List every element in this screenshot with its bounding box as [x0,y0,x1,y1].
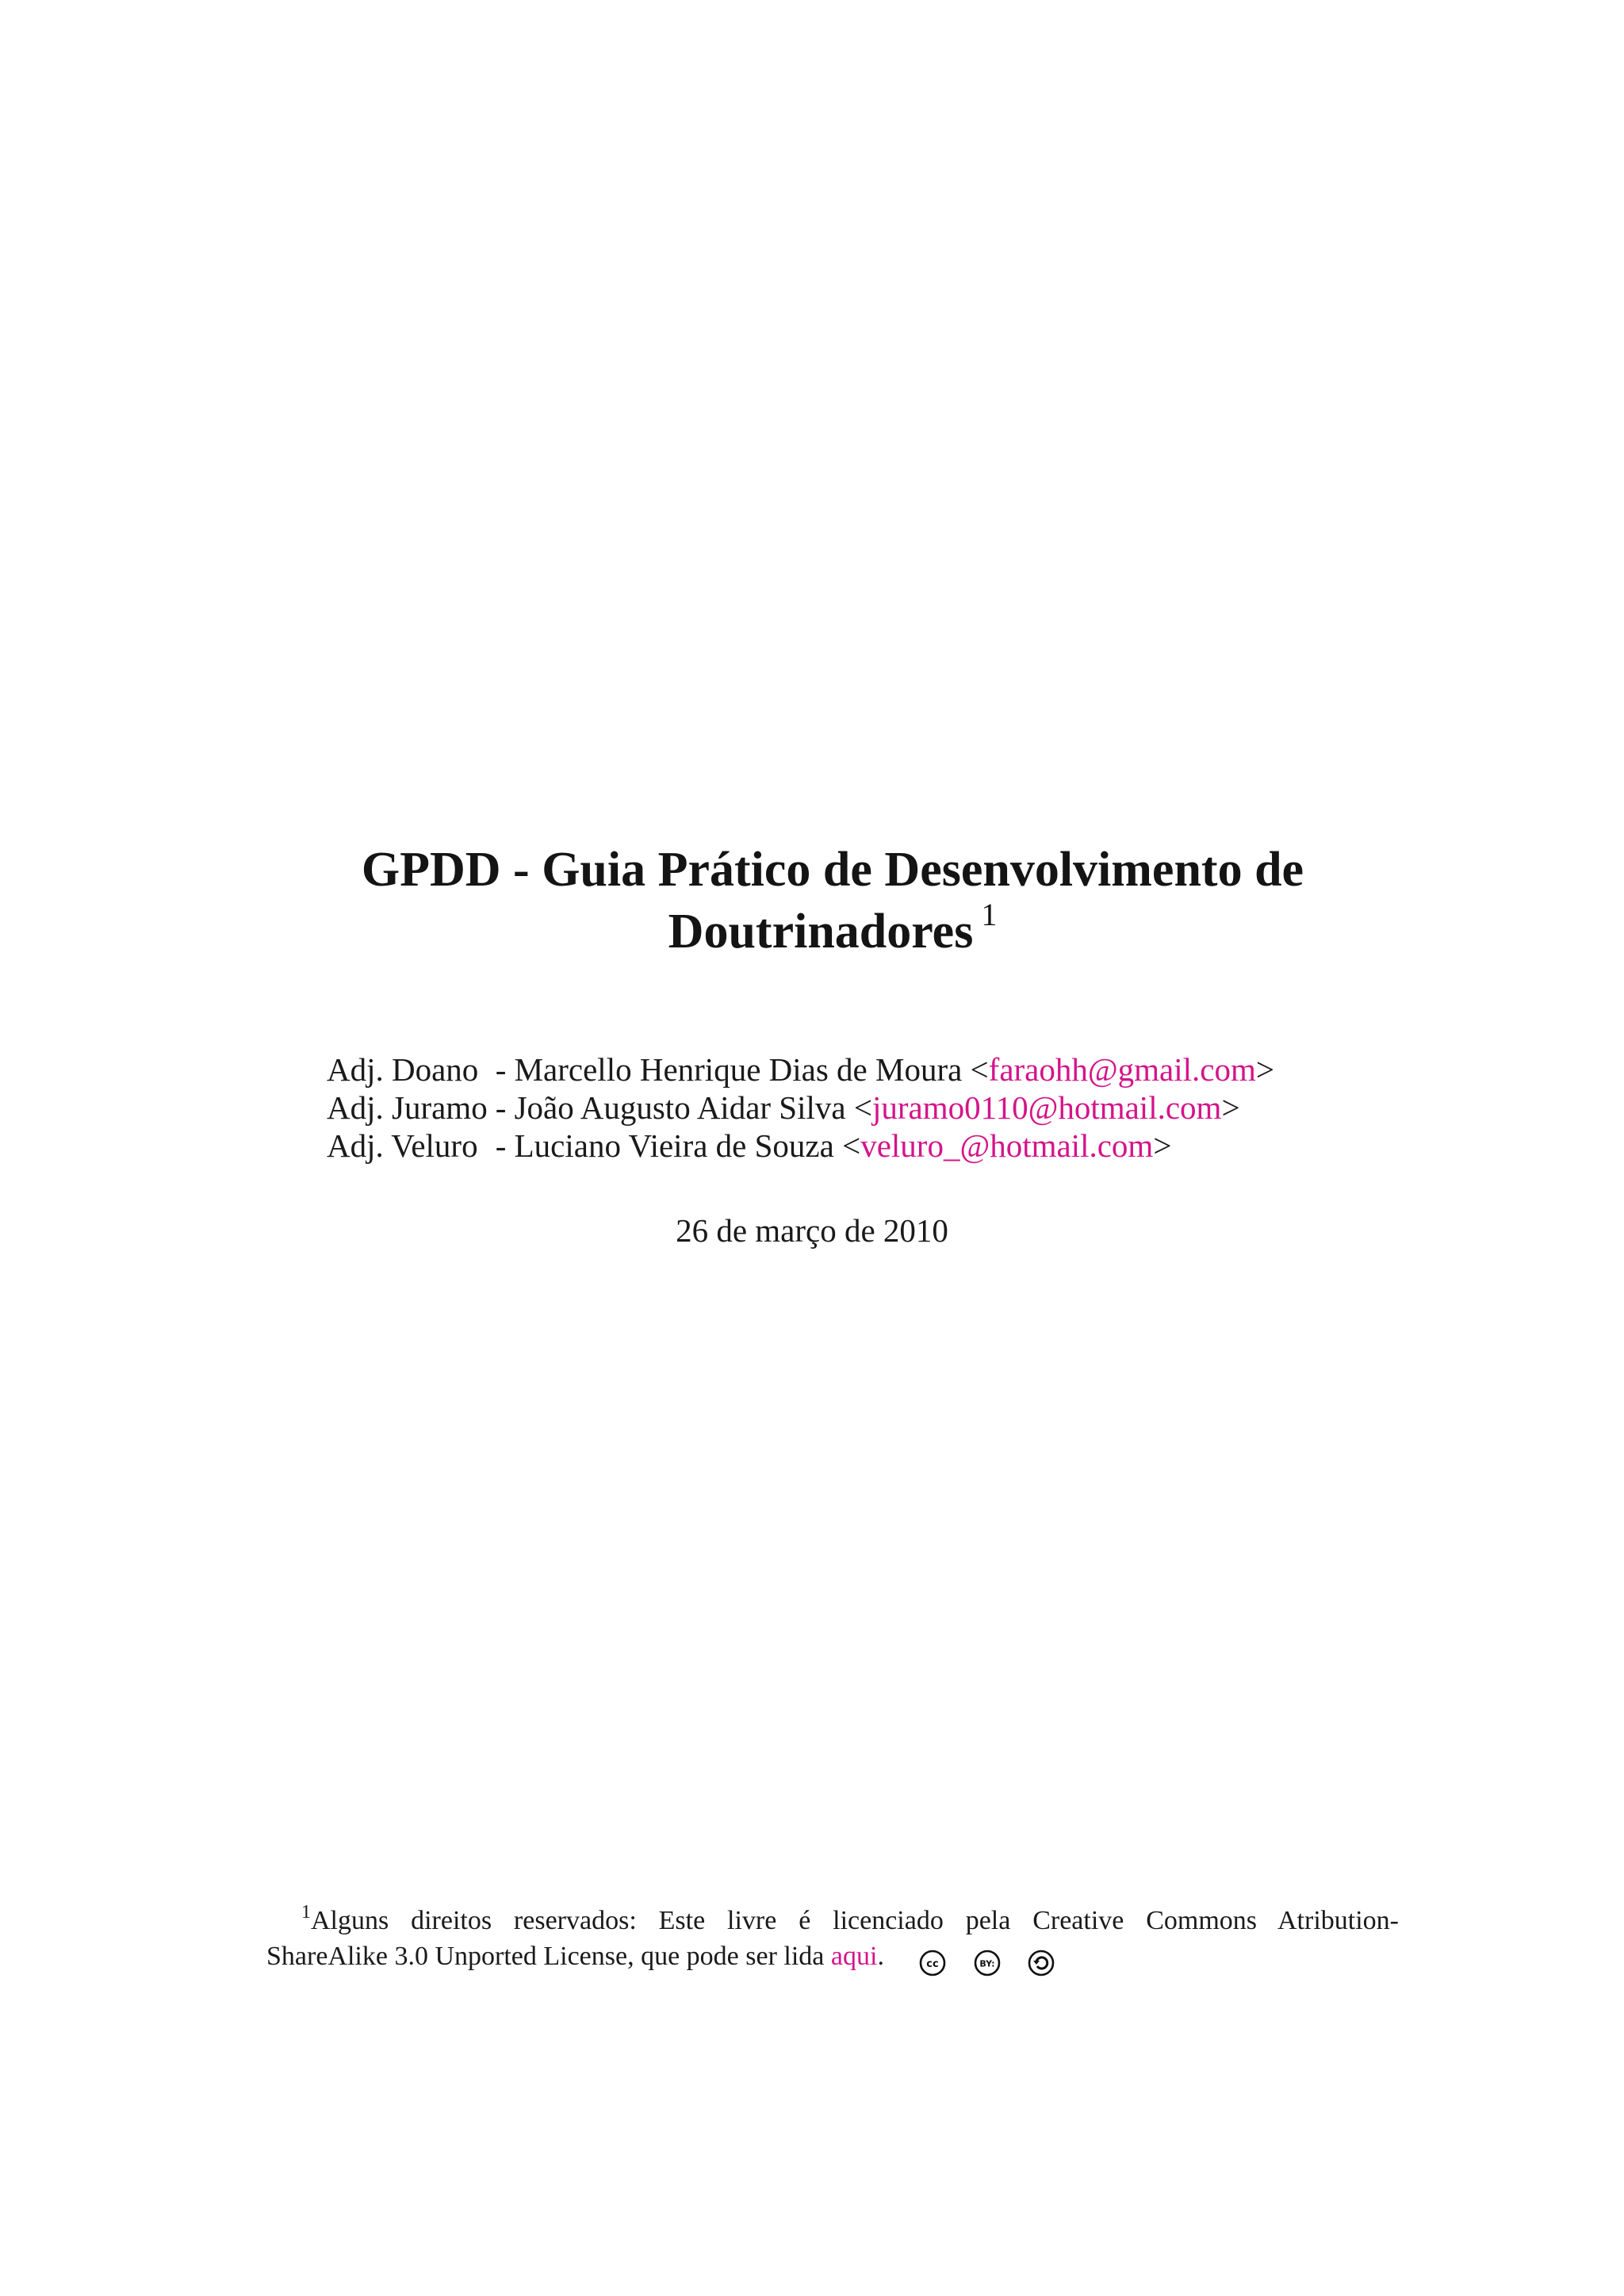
author-name: - João Augusto Aidar Silva < [495,1089,872,1126]
footnote-line-1 [266,1903,1399,1938]
author-email-close: > [1255,1051,1274,1088]
by-icon [974,1950,1001,1976]
author-row [327,1127,1274,1165]
author-details [496,1050,1274,1089]
cc-icon [919,1950,946,1976]
footnote-mark: 1 [301,1902,311,1923]
document-date: 26 de março de 2010 [676,1212,948,1249]
author-email-link[interactable]: juramo0110@hotmail.com [871,1089,1222,1126]
author-email-close: > [1153,1127,1172,1164]
author-details [496,1127,1274,1165]
footnote [266,1903,1399,1979]
svg-text:BY:: BY: [979,1958,995,1969]
author-email-link[interactable]: veluro_@hotmail.com [860,1127,1154,1164]
author-rank: Adj. Juramo [327,1089,488,1126]
author-row [327,1089,1274,1127]
title-footnote-mark[interactable]: 1 [981,897,998,932]
author-row [327,1050,1274,1089]
author-details [496,1089,1274,1127]
author-rank: Adj. Veluro [327,1127,478,1164]
license-icons [919,1943,1075,1979]
author-name: - Luciano Vieira de Souza < [495,1127,861,1164]
footnote-text-1: Alguns direitos reservados: Este livre é licenciado pela Creative Commons Atribution- [311,1906,1399,1935]
document-title [238,839,1427,962]
sa-icon [1028,1950,1055,1976]
authors-list [327,1050,1274,1165]
svg-text:cc: cc [926,1958,940,1971]
title-line-1: GPDD - Guia Prático de Desenvolvimento de [361,843,1304,897]
author-email-link[interactable]: faraohh@gmail.com [988,1051,1256,1088]
title-line-2: Doutrinadores [668,905,974,959]
license-link[interactable]: aqui [830,1942,878,1971]
author-rank: Adj. Doano [327,1051,479,1088]
author-name: - Marcello Henrique Dias de Moura < [495,1051,989,1088]
footnote-period: . [877,1942,884,1971]
footnote-text-2: ShareAlike 3.0 Unported License, que pode ser lida [266,1942,831,1971]
author-email-close: > [1221,1089,1240,1126]
